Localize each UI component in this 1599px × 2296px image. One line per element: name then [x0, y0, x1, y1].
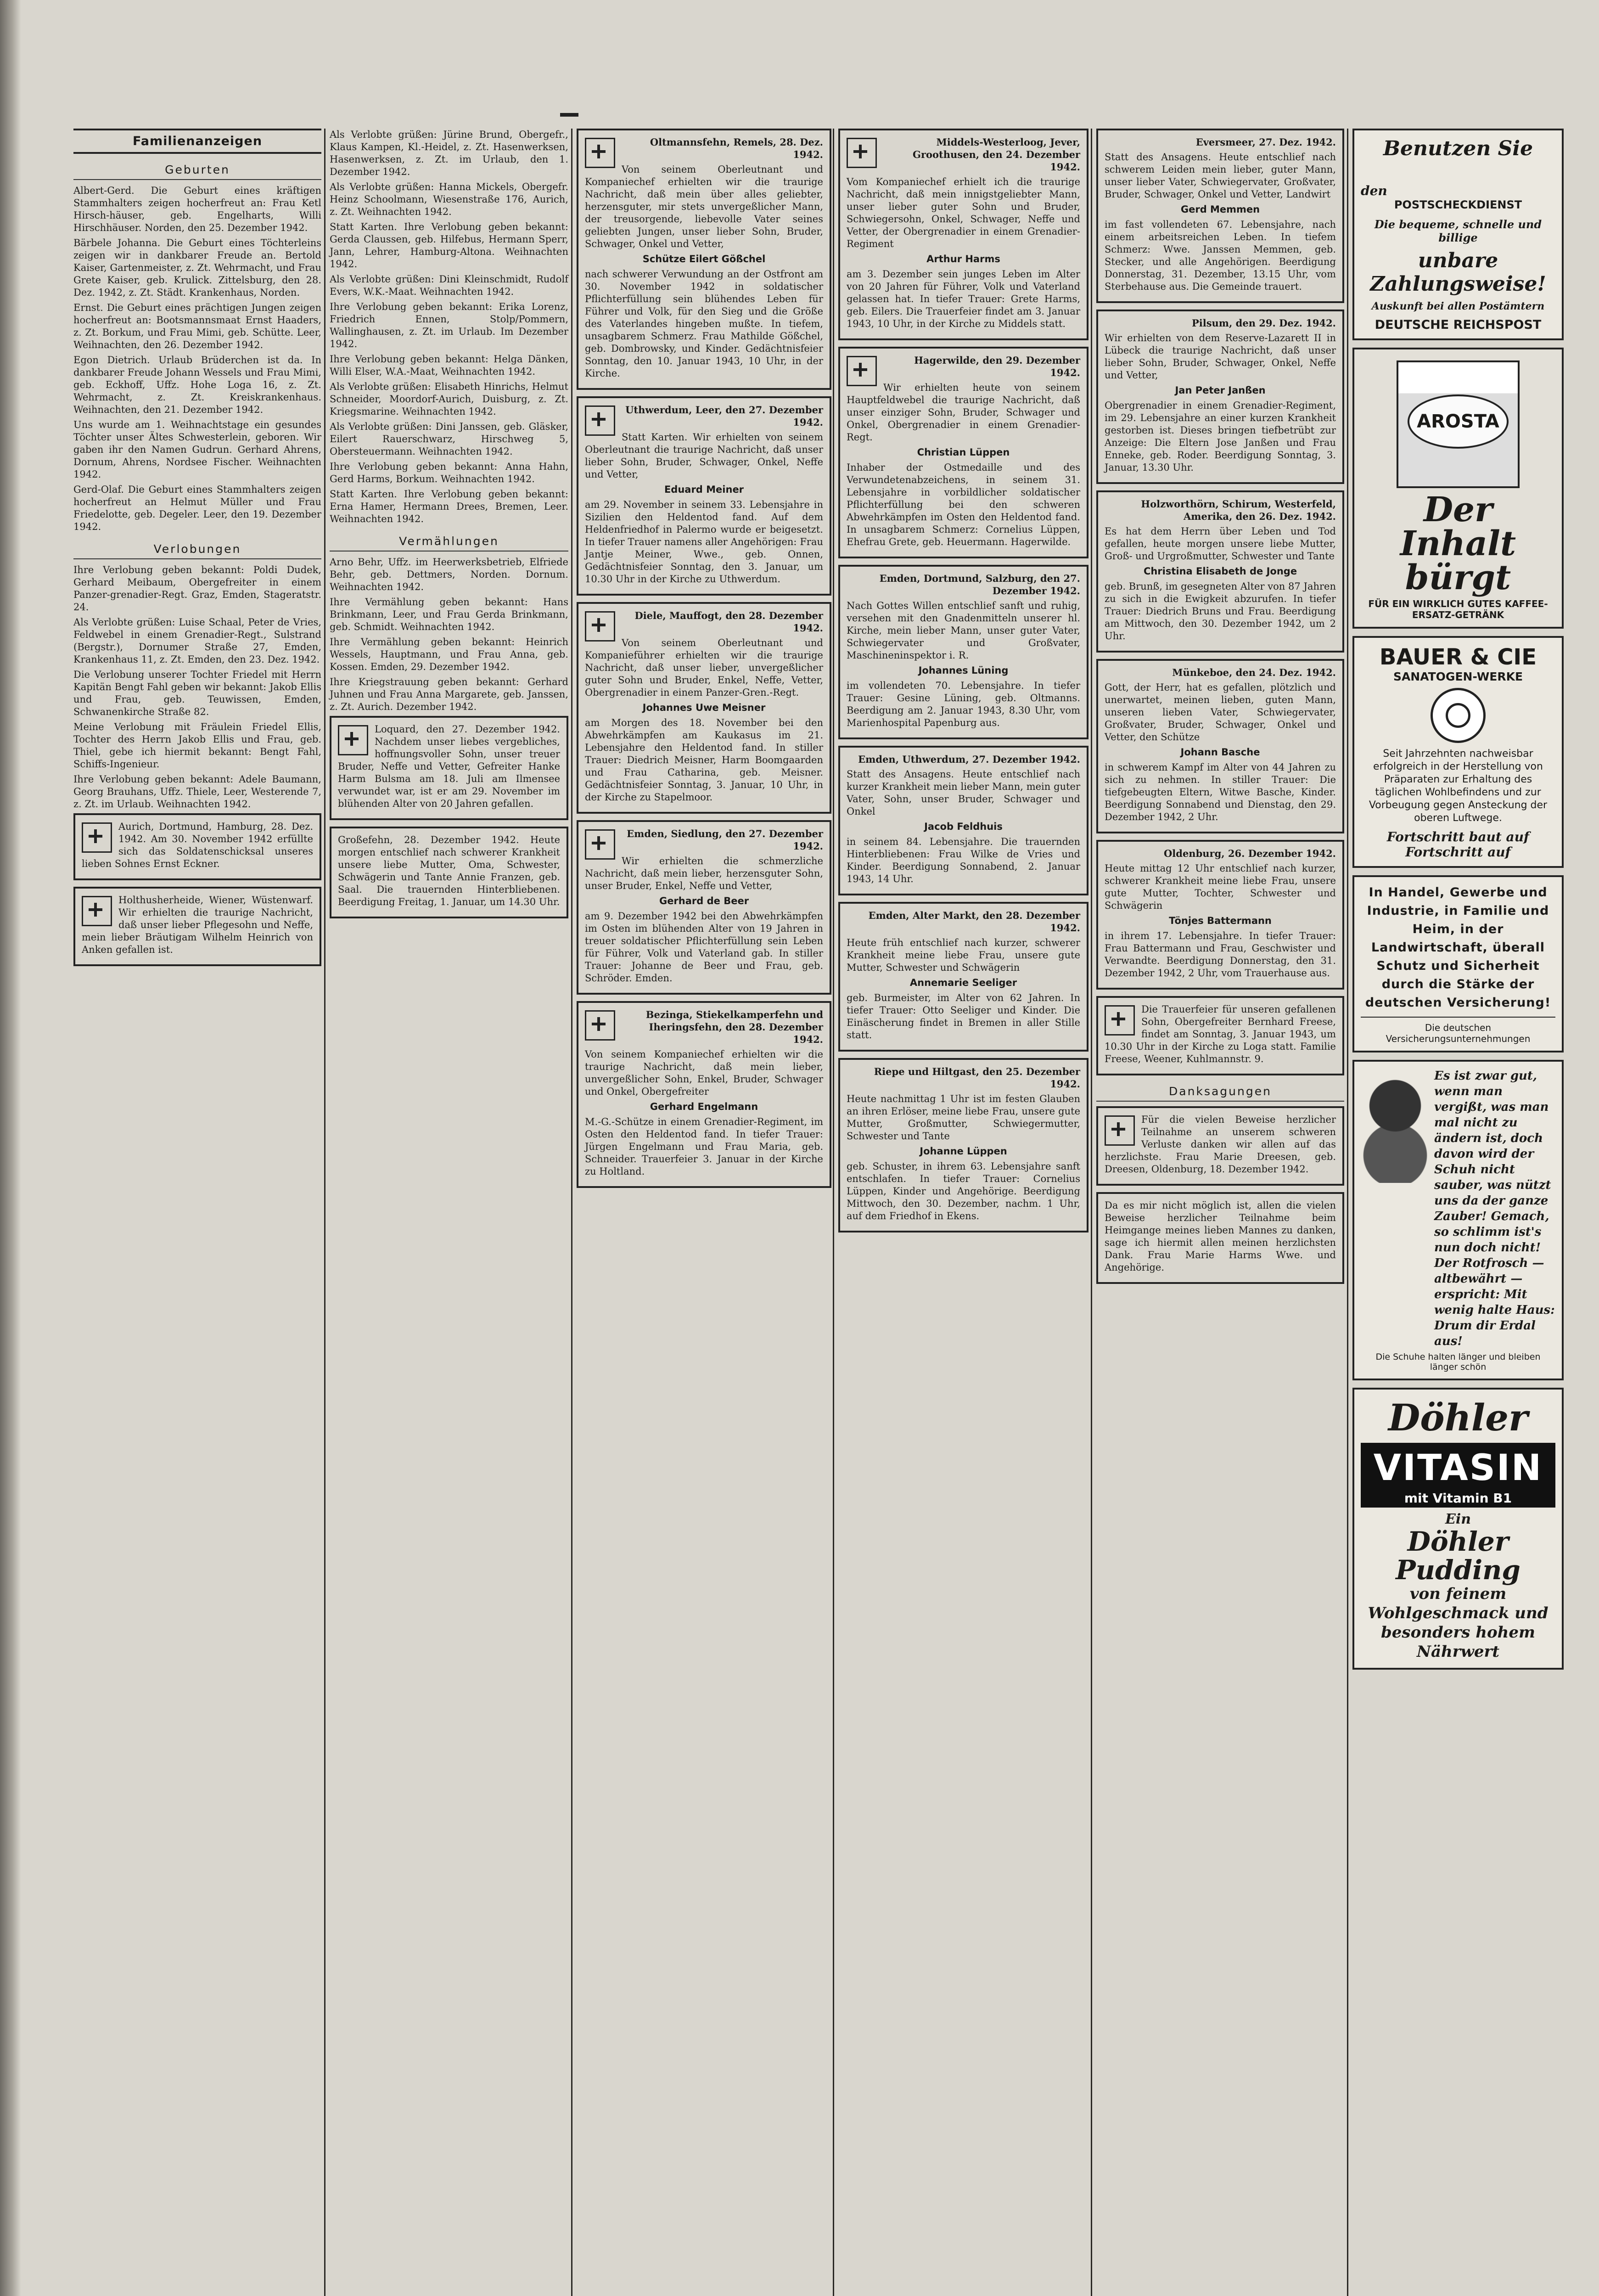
engagement-notice: Statt Karten. Ihre Verlobung geben bekannt: Erna Hamer, Hermann Drees, Bremen, Leer. Weihnachten 1942. — [330, 489, 568, 524]
ad-headline: Döhler — [1388, 1396, 1528, 1439]
reichspost-ad — [1352, 129, 1564, 340]
iron-cross-icon — [585, 138, 615, 168]
column-4 — [838, 129, 1088, 2296]
death-notice: Emden, Siedlung, den 27. Dezember 1942. Wir erhielten die schmerzliche Nachricht, daß mein lieber, herzensguter Sohn, unser Bruder, Enkel, Neffe und Vetter, Gerhard de Beer am 9. Dezember 1942 bei den Abwehrkämpfen im Osten im blühenden Alter von 19 Jahren in treuer soldatischer Pflichterfüllung sein Leben für Führer, Volk und Vaterland gab. In stiller Trauer: Johanne de Beer und Frau, geb. Schröder. Emden. — [577, 820, 831, 995]
death-notice: Riepe und Hiltgast, den 25. Dezember 1942. Heute nachmittag 1 Uhr ist im festen Glauben an ihren Erlöser, meine liebe Frau, unsere gute Mutter, Großmutter, Schwiegermutter, Schwester und Tante Johanne Lüppen geb. Schuster, in ihrem 63. Lebensjahre sanft entschlafen. In tiefer Trauer: Cornelius Lüppen, Kinder und Angehörige. Beerdigung Mittwoch, den 30. Dezember, nachm. 1 Uhr, auf dem Friedhof in Ekens. — [838, 1058, 1088, 1232]
death-notice: Diele, Mauffogt, den 28. Dezember 1942. Von seinem Oberleutnant und Kompanieführer erhielten wir die traurige Nachricht, daß unser lieber, unvergeßlicher guter Sohn und Bruder, Enkel, Neffe, Vetter, Obergrenadier in einem Panzer-Gren.-Regt. Johannes Uwe Meisner am Morgen des 18. November bei den Abwehrkämpfen am Kaukasus im 21. Lebensjahre den Heldentod fand. In stiller Trauer: Diedrich Meisner, Harm Boomgaarden und Frau Catharina, geb. Meisner. Gedächtnisfeier Sonntag, 3. Januar, 10 Uhr, in der Kirche zu Stapelmoor. — [577, 602, 831, 814]
engagement-notice: Als Verlobte grüßen: Dini Janssen, geb. Gläsker, Eilert Rauerschwarz, Hirschweg 5, Obersteuermann. Weihnachten 1942. — [330, 421, 568, 457]
ad-headline: unbare Zahlungsweise! — [1370, 249, 1546, 296]
section-title: Familienanzeigen — [73, 129, 321, 154]
engagement-notice: Als Verlobte grüßen: Dini Kleinschmidt, Rudolf Evers, W.K.-Maat. Weihnachten 1942. — [330, 274, 568, 297]
column-rule — [833, 129, 834, 2296]
thanks-notice: Da es mir nicht möglich ist, allen die vielen Beweise herzlicher Teilnahme beim Heimgange meines lieben Mannes zu danken, sage ich hiermit allen meinen herzlichsten Dank. Frau Marie Harms Wwe. und Angehörige. — [1096, 1192, 1344, 1284]
death-notice: Pilsum, den 29. Dez. 1942. Wir erhielten von dem Reserve-Lazarett II in Lübeck die traurige Nachricht, daß unser lieber Sohn, Bruder, Schwager, Onkel, Neffe und Vetter, Jan Peter Janßen Obergrenadier in einem Grenadier-Regiment, im 29. Lebensjahre an einer kurzen Krankheit gestorben ist. Dieses bringen tiefbetrübt zur Anzeige: Die Eltern Jose Janßen und Frau Enneke, geb. Roder. Beerdigung Sonntag, 3. Januar, 13.30 Uhr. — [1096, 310, 1344, 484]
column-rule — [571, 129, 572, 2296]
bayer-cross-icon — [1431, 688, 1486, 743]
coffee-package-image — [1397, 360, 1520, 488]
ad-text: Ein — [1445, 1511, 1471, 1527]
iron-cross-icon — [847, 138, 877, 168]
engagement-notice: Ihre Verlobung geben bekannt: Anna Hahn, Gerd Harms, Borkum. Weihnachten 1942. — [330, 461, 568, 484]
engagement-notice: Ihre Verlobung geben bekannt: Poldi Dudek, Gerhard Meibaum, Obergefreiter in einem Panzer-grenadier-Regt. Graz, Emden, Stageratstr. 24. — [73, 564, 321, 613]
ad-headline: Der Inhalt — [1400, 490, 1516, 563]
marriage-notice: Ihre Kriegstrauung geben bekannt: Gerhard Juhnen und Frau Anna Margarete, geb. Janssen, z. Zt. Aurich. Dezember 1942. — [330, 676, 568, 712]
column-1 — [73, 129, 321, 2296]
ads-column — [1352, 129, 1564, 2296]
engagement-notice: Meine Verlobung mit Fräulein Friedel Ellis, Tochter des Herrn Jakob Ellis und Frau, geb. Thiel, gebe ich hiermit bekannt: Bengt Fahl, Schiffs-Ingenieur. — [73, 721, 321, 770]
scan-edge — [0, 0, 21, 2296]
page-mark — [560, 113, 578, 117]
death-notice: Emden, Dortmund, Salzburg, den 27. Dezember 1942. Nach Gottes Willen entschlief sanft und ruhig, versehen mit den Gnadenmitteln unserer hl. Kirche, mein lieber Mann, unser guter Vater, Schwiegervater und Großvater, Maschineninspektor i. R. Johannes Lüning im vollendeten 70. Lebensjahre. In tiefer Trauer: Gesine Lüning, geb. Oltmanns. Beerdigung am 2. Januar 1943, 8.30 Uhr, vom Marienhospital Papenburg aus. — [838, 565, 1088, 739]
ad-headline: BAUER & CIE — [1379, 644, 1537, 670]
iron-cross-icon — [1105, 1115, 1135, 1146]
birth-notice: Egon Dietrich. Urlaub Brüderchen ist da. In dankbarer Freude Johann Wessels und Frau Mimi, geb. Eckhoff, Uffz. Hohe Loga 16, z. Zt. Wehrmacht, z. Zt. Kreiskrankenhaus. Weihnachten, den 21. Dezember 1942. — [73, 355, 321, 415]
death-notice: Emden, Alter Markt, den 28. Dezember 1942. Heute früh entschlief nach kurzer, schwerer Krankheit meine liebe Frau, unsere gute Mutter, Schwester und Schwägerin Annemarie Seeliger geb. Burmeister, im Alter von 62 Jahren. In tiefer Trauer: Otto Seeliger und Kinder. Die Einäscherung findet in Bremen in aller Stille statt. — [838, 902, 1088, 1052]
ad-text: von feinem Wohlgeschmack und besonders hohem Nährwert — [1368, 1585, 1549, 1661]
ad-text: FÜR EIN WIRKLICH GUTES KAFFEE-ERSATZ-GETRÄNK — [1368, 598, 1548, 620]
ad-text: Die deutschen Versicherungsunternehmungen — [1386, 1022, 1531, 1044]
engagement-notice: Statt Karten. Ihre Verlobung geben bekannt: Gerda Claussen, geb. Hilfebus, Hermann Sperr, Jann, Lehrer, Hamburg-Altona. Weihnachten 1942. — [330, 221, 568, 270]
engagement-notice: Ihre Verlobung geben bekannt: Adele Baumann, Georg Brauhans, Uffz. Thiele, Leer, Westerende 7, z. Zt. im Urlaub. Weihnachten 1942. — [73, 774, 321, 810]
engagement-notice: Ihre Verlobung geben bekannt: Erika Lorenz, Friedrich Ennen, Stolp/Pommern, Wallinghausen, z. Zt. im Urlaub. Im Dezember 1942. — [330, 301, 568, 349]
iron-cross-icon — [585, 405, 615, 436]
death-notice: Uthwerdum, Leer, den 27. Dezember 1942. Statt Karten. Wir erhielten von seinem Oberleutnant die traurige Nachricht, daß unser lieber Sohn, Bruder, Schwager, Onkel, Neffe und Vetter, Eduard Meiner am 29. November in seinem 33. Lebensjahre in Sizilien den Heldentod fand. Auf dem Heldenfriedhof in Palermo wurde er beigesetzt. In tiefer Trauer namens aller Angehörigen: Frau Jantje Meiner, Wwe., geb. Onnen, Gedächtnisfeier Sonntag, den 3. Januar, um 10.30 Uhr in der Kirche zu Uthwerdum. — [577, 396, 831, 596]
ad-text: Fortschritt baut auf Fortschritt auf — [1386, 829, 1530, 860]
marriage-notice: Ihre Vermählung geben bekannt: Hans Brinkmann, Leer, und Frau Gerda Brinkmann, geb. Schmidt. Weihnachten 1942. — [330, 597, 568, 632]
iron-cross-icon — [82, 822, 112, 853]
death-notice: Großefehn, 28. Dezember 1942. Heute morgen entschlief nach schwerer Krankheit unsere liebe Mutter, Oma, Schwester, Schwägerin und Tante Annie Franzen, geb. Saal. Die trauernden Hinterbliebenen. Beerdigung Freitag, 1. Januar, um 14.30 Uhr. — [330, 827, 568, 918]
iron-cross-icon — [585, 611, 615, 642]
package-label: AROSTA — [1408, 394, 1509, 449]
column-rule — [1347, 129, 1348, 2296]
death-notice: Münkeboe, den 24. Dez. 1942. Gott, der Herr, hat es gefallen, plötzlich und unerwartet, meinen lieben, guten Mann, unseren lieben Vater, Schwiegervater, Großvater, Bruder, Schwager, Onkel und Vetter, den Schütze Johann Basche in schwerem Kampf im Alter von 44 Jahren zu sich zu nehmen. In stiller Trauer: Die tiefgebeugten Eltern, Witwe Basche, Kinder. Beerdigung Sonnabend und Dienstag, den 29. Dezember 1942, 2 Uhr. — [1096, 659, 1344, 833]
column-3 — [577, 129, 831, 2296]
ad-text: Die Schuhe halten länger und bleiben länger schön — [1375, 1352, 1541, 1372]
ad-text: Die bequeme, schnelle und billige — [1374, 218, 1542, 244]
iron-cross-icon — [338, 725, 368, 755]
birth-notice: Ernst. Die Geburt eines prächtigen Jungen zeigen hocherfreut an: Bootsmannsmaat Ernst Haaders, z. Zt. Borkum, und Frau Mimi, geb. Schütte. Leer, Weihnachten, den 26. Dezember 1942. — [73, 302, 321, 350]
death-notice: Oldenburg, 26. Dezember 1942. Heute mittag 12 Uhr entschlief nach kurzer, schwerer Krankheit meine liebe Frau, unsere gute Mutter, Tochter, Schwester und Schwägerin Tönjes Battermann in ihrem 17. Lebensjahre. In tiefer Trauer: Frau Battermann und Frau, Geschwister und Verwandte. Beerdigung Donnerstag, den 31. Dezember 1942, 2 Uhr, vom Trauerhause aus. — [1096, 840, 1344, 990]
column-2 — [330, 129, 568, 2296]
erdal-ad — [1352, 1060, 1564, 1380]
marriages-header: Vermählungen — [330, 532, 568, 551]
death-notice: Oltmannsfehn, Remels, 28. Dez. 1942. Von seinem Oberleutnant und Kompaniechef erhielten wir die traurige Nachricht, daß mein über alles geliebter, herzensguter, mir stets unvergeßlicher Mann, der treusorgende, liebevolle Vater seines geliebten Jungen, unser lieber Sohn, Bruder, Schwager, Onkel und Vetter, Schütze Eilert Gößchel nach schwerer Verwundung an der Ostfront am 30. November 1942 in soldatischer Pflichterfüllung sein blühendes Leben für Führer und Volk, für den Sieg und die Größe des Vaterlandes hingeben mußte. In tiefem, unsagbarem Schmerz. Frau Mathilde Gößchel, geb. Dombrowsky, und Kinder. Gedächtnisfeier Sonntag, den 10. Januar 1943, 10 Uhr, in der Kirche. — [577, 129, 831, 390]
birth-notice: Bärbele Johanna. Die Geburt eines Töchterleins zeigen wir in dankbarer Freude an. Bertold Kaiser, Gartenmeister, z. Zt. Wehrmacht, und Frau Grete Kaiser, geb. Krulick. Zittelsburg, den 28. Dez. 1942, z. Zt. Städt. Krankenhaus, Norden. — [73, 237, 321, 298]
column-rule — [324, 129, 325, 2296]
ad-text: Seit Jahrzehnten nachweisbar erfolgreich in der Herstellung von Präparaten zur Erhaltung des täglichen Wohlbefindens und zur Vorbeugung gegen Ansteckung der oberen Luftwege. — [1369, 748, 1548, 824]
ad-text: Es ist zwar gut, wenn man vergißt, was man mal nicht zu ändern ist, doch davon wird der Schuh nicht sauber, was nützt uns da der ganze Zauber! Gemach, so schlimm ist's nun doch nicht! Der Rotfrosch — altbewährt — erspricht: Mit wenig halte Haus: Drum dir Erdal aus! — [1434, 1069, 1555, 1348]
sanatogen-ad — [1352, 636, 1564, 868]
engagements-header: Verlobungen — [73, 540, 321, 559]
ad-headline: bürgt — [1405, 558, 1511, 597]
births-header: Geburten — [73, 160, 321, 180]
ad-text: POSTSCHECKDIENST — [1394, 198, 1522, 211]
death-notice: Eversmeer, 27. Dez. 1942. Statt des Ansagens. Heute entschlief nach schwerem Leiden mein lieber, guter Mann, unser lieber Vater, Schwiegervater, Großvater, Bruder, Schwager, Onkel und Vetter, Landwirt Gerd Memmen im fast vollendeten 67. Lebensjahre, nach einem arbeitsreichen Leben. In tiefem Schmerz: Wwe. Janssen Memmen, geb. Stecker, und alle Angehörigen. Beerdigung Donnerstag, 31. Dezember, 13.15 Uhr, vom Sterbehause aus. Die Gemeinde trauert. — [1096, 129, 1344, 303]
iron-cross-icon — [847, 356, 877, 386]
frog-mascot-icon — [1361, 1073, 1430, 1183]
engagement-notice: Ihre Verlobung geben bekannt: Helga Dänken, Willi Elser, W.A.-Maat, Weihnachten 1942. — [330, 354, 568, 377]
engagement-notice: Als Verlobte grüßen: Hanna Mickels, Obergefr. Heinz Schoolmann, Wiesenstraße 176, Aurich, z. Zt. Weihnachten 1942. — [330, 181, 568, 217]
marriage-notice: Arno Behr, Uffz. im Heerwerksbetrieb, Elfriede Behr, geb. Dettmers, Norden. Dornum. Weihnachten 1942. — [330, 557, 568, 592]
ad-headline: In Handel, Gewerbe und Industrie, in Familie und Heim, in der Landwirtschaft, überall Schutz und Sicherheit durch die Stärke der deutschen Versicherung! — [1365, 885, 1551, 1010]
marriage-notice: Ihre Vermählung geben bekannt: Heinrich Wessels, Hauptmann, und Frau Anna, geb. Kossen. Emden, 29. Dezember 1942. — [330, 636, 568, 672]
birth-notice: Uns wurde am 1. Weihnachtstage ein gesundes Töchter unser Ältes Schwesterlein, geboren. Wir gaben ihr den Namen Gudrun. Gerhard Ahrens, Dornum, Ahrens, Nordsee Fischer. Weihnachten 1942. — [73, 419, 321, 480]
vitasin-banner — [1361, 1443, 1555, 1508]
column-5 — [1096, 129, 1344, 2296]
divider — [1361, 1017, 1555, 1018]
birth-notice: Albert-Gerd. Die Geburt eines kräftigen Stammhalters zeigen hocherfreut an: Frau Ketl Hirsch-häuser, geb. Engelharts, Willi Hirschhäuser. Norden, den 25. Dezember 1942. — [73, 185, 321, 233]
iron-cross-icon — [82, 896, 112, 926]
memorial-notice: Die Trauerfeier für unseren gefallenen Sohn, Obergefreiter Bernhard Freese, findet am Sonntag, 3. Januar 1943, um 10.30 Uhr in der Kirche zu Loga statt. Familie Freese, Weener, Kuhlmannstr. 9. — [1096, 996, 1344, 1075]
iron-cross-icon — [585, 829, 615, 860]
ad-headline: Döhler Pudding — [1396, 1526, 1520, 1586]
death-notice: Bezinga, Stiekelkamperfehn und Iheringsfehn, den 28. Dezember 1942. Von seinem Kompaniechef erhielten wir die traurige Nachricht, daß mein lieber, unvergeßlicher Sohn, Enkel, Bruder, Schwager und Onkel, Obergefreiter Gerhard Engelmann M.-G.-Schütze in einem Grenadier-Regiment, im Osten den Heldentod fand. In tiefer Trauer: Jürgen Engelmann und Frau Maria, geb. Schneider. Trauerfeier 3. Januar in der Kirche zu Holtland. — [577, 1001, 831, 1188]
product-sub: mit Vitamin B1 — [1404, 1491, 1512, 1506]
ad-text: SANATOGEN-WERKE — [1393, 670, 1523, 683]
ad-text: DEUTSCHE REICHSPOST — [1375, 318, 1542, 332]
arosta-ad — [1352, 348, 1564, 629]
death-notice: Loquard, den 27. Dezember 1942. Nachdem unser liebes vergebliches, hoffnungsvoller Sohn, unser treuer Bruder, Neffe und Vetter, Gefreiter Hanke Harm Bulsma am 18. Juli am Ilmensee verwundet war, ist er am 29. November im blühenden Alter von 20 Jahren gefallen. — [330, 716, 568, 820]
product-name: VITASIN — [1373, 1447, 1543, 1489]
engagement-notice: Die Verlobung unserer Tochter Friedel mit Herrn Kapitän Bengt Fahl geben wir bekannt: Jakob Ellis und Frau, geb. Teuwissen, Emden, Schwanenkirche Straße 82. — [73, 669, 321, 717]
ad-headline: Benutzen Sie — [1383, 137, 1533, 160]
column-rule — [1091, 129, 1092, 2296]
engagement-notice: Als Verlobte grüßen: Jürine Brund, Obergefr., Klaus Kampen, Kl.-Heidel, z. Zt. Hasenwerksen, Hasenwerksen, z. Zt. im Urlaub, den 1. Dezember 1942. — [330, 129, 568, 177]
death-notice: Holthusherheide, Wiener, Wüstenwarf. Wir erhielten die traurige Nachricht, daß unser lieber Pflegesohn und Neffe, mein lieber Bräutigam Wilhelm Heinrich von Anken gefallen ist. — [73, 887, 321, 966]
death-notice: Hagerwilde, den 29. Dezember 1942. Wir erhielten heute von seinem Hauptfeldwebel die traurige Nachricht, daß unser einziger Sohn, Bruder, Schwager und Onkel, Obergrenadier in einem Grenadier-Regt. Christian Lüppen Inhaber der Ostmedaille und des Verwundetenabzeichens, in seinem 31. Lebensjahre in vorbildlicher soldatischer Pflichterfüllung bei den schweren Abwehrkämpfen im Osten den Heldentod fand. In unsagbarem Schmerz: Cornelius Lüppen, Ehefrau Grete, geb. Heuermann. Hagerwilde. — [838, 347, 1088, 558]
thanks-notice: Für die vielen Beweise herzlicher Teilnahme an unserem schweren Verluste danken wir allen auf das herzlichste. Frau Marie Dreesen, geb. Dreesen, Oldenburg, 18. Dezember 1942. — [1096, 1106, 1344, 1186]
death-notice: Holzworthörn, Schirum, Westerfeld, Amerika, den 26. Dez. 1942. Es hat dem Herrn über Leben und Tod gefallen, heute morgen unsere liebe Mutter, Groß- und Urgroßmutter, Schwester und Tante Christina Elisabeth de Jonge geb. Brunß, im gesegneten Alter von 87 Jahren zu sich in die Ewigkeit abzurufen. In tiefer Trauer: Diedrich Bruns und Frau. Beerdigung am Mittwoch, den 30. Dezember 1942, um 2 Uhr. — [1096, 490, 1344, 653]
insurance-ad — [1352, 875, 1564, 1052]
engagement-notice: Als Verlobte grüßen: Elisabeth Hinrichs, Helmut Schneider, Moordorf-Aurich, Duisburg, z. Zt. Kriegsmarine. Weihnachten 1942. — [330, 381, 568, 417]
ad-text: den — [1361, 183, 1387, 198]
thanks-header: Danksagungen — [1096, 1082, 1344, 1102]
death-notice: Middels-Westerloog, Jever, Groothusen, den 24. Dezember 1942. Vom Kompaniechef erhielt ich die traurige Nachricht, daß mein innigstgeliebter Mann, unser lieber guter Sohn und Bruder, Schwiegersohn, Onkel, Schwager, Neffe und Vetter, der Obergrenadier in einem Grenadier-Regiment Arthur Harms am 3. Dezember sein junges Leben im Alter von 20 Jahren für Führer, Volk und Vaterland gelassen hat. In tiefer Trauer: Grete Harms, geb. Eilers. Die Trauerfeier findet am 3. Januar 1943, 10 Uhr, in der Kirche zu Middels statt. — [838, 129, 1088, 340]
iron-cross-icon — [585, 1010, 615, 1041]
iron-cross-icon — [1105, 1005, 1135, 1035]
ad-text: Auskunft bei allen Postämtern — [1371, 300, 1545, 312]
birth-notice: Gerd-Olaf. Die Geburt eines Stammhalters zeigen hocherfreut an Helmut Müller und Frau Friedelotte, geb. Degeler. Leer, den 19. Dezember 1942. — [73, 484, 321, 532]
doehler-ad — [1352, 1388, 1564, 1670]
death-notice: Aurich, Dortmund, Hamburg, 28. Dez. 1942. Am 30. November 1942 erfüllte sich das Soldatenschicksal unseres lieben Sohnes Ernst Eckner. — [73, 813, 321, 880]
death-notice: Emden, Uthwerdum, 27. Dezember 1942. Statt des Ansagens. Heute entschlief nach kurzer Krankheit mein lieber Mann, mein guter Vater, Sohn, unser Bruder, Schwager und Onkel Jacob Feldhuis in seinem 84. Lebensjahre. Die trauernden Hinterbliebenen: Frau Wilke de Vries und Kinder. Beerdigung Sonnabend, 2. Januar 1943, 14 Uhr. — [838, 746, 1088, 895]
engagement-notice: Als Verlobte grüßen: Luise Schaal, Peter de Vries, Feldwebel in einem Grenadier-Regt., Sulstrand (Bergstr.), Dornumer Straße 27, Emden, Krankenhaus 11, z. Zt. Emden, den 23. Dez. 1942. — [73, 617, 321, 665]
